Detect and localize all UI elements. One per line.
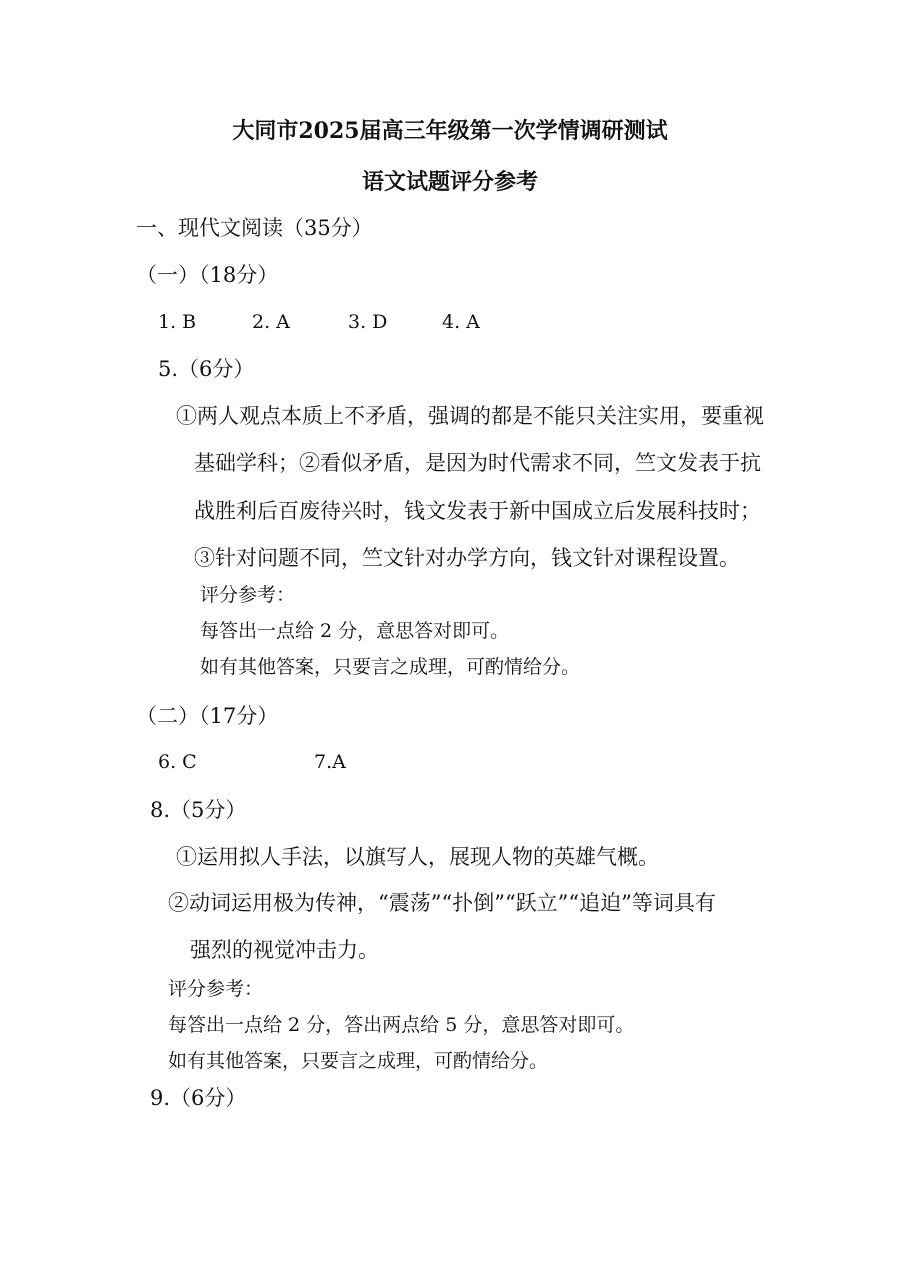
- scoring-title: 评分参考：: [200, 584, 296, 606]
- part2-heading: （二）（17分）: [136, 704, 279, 728]
- scoring-line: 如有其他答案，只要言之成理，可酌情给分。: [168, 1050, 549, 1072]
- answer-line: 基础学科；②看似矛盾，是因为时代需求不同，竺文发表于抗: [194, 451, 761, 475]
- answer-item: 4. A: [442, 311, 480, 333]
- answer-line: ③针对问题不同，竺文针对办学方向，钱文针对课程设置。: [194, 546, 740, 570]
- question-label: 8.（5分）: [150, 798, 247, 822]
- question-label: 9.（6分）: [150, 1086, 247, 1110]
- document-subtitle: 语文试题评分参考: [361, 169, 538, 195]
- scoring-line: 每答出一点给 2 分，答出两点给 5 分，意思答对即可。: [168, 1014, 635, 1036]
- answer-line: ①两人观点本质上不矛盾，强调的都是不能只关注实用，要重视: [176, 404, 764, 428]
- answer-line: 战胜利后百废待兴时，钱文发表于新中国成立后发展科技时；: [194, 499, 761, 523]
- part1-heading: （一）（18分）: [136, 263, 279, 287]
- section-heading: 一、现代文阅读（35分）: [136, 216, 373, 240]
- answer-line: 强烈的视觉冲击力。: [190, 938, 379, 962]
- answer-item: 3. D: [348, 311, 388, 333]
- answer-item: 6. C: [158, 751, 197, 773]
- answer-item: 7.A: [314, 751, 346, 773]
- answer-item: 2. A: [252, 311, 290, 333]
- document-title: 大同市2025届高三年级第一次学情调研测试: [232, 118, 668, 144]
- answer-item: 1. B: [158, 311, 197, 333]
- scoring-line: 每答出一点给 2 分，意思答对即可。: [200, 620, 510, 642]
- question-label: 5.（6分）: [158, 357, 255, 381]
- scoring-line: 如有其他答案，只要言之成理，可酌情给分。: [200, 656, 581, 678]
- scoring-title: 评分参考：: [168, 978, 264, 1000]
- answer-line: ①运用拟人手法，以旗写人，展现人物的英雄气概。: [176, 845, 659, 869]
- answer-line: ②动词运用极为传神，“震荡”“扑倒”“跃立”“追迫”等词具有: [168, 891, 716, 915]
